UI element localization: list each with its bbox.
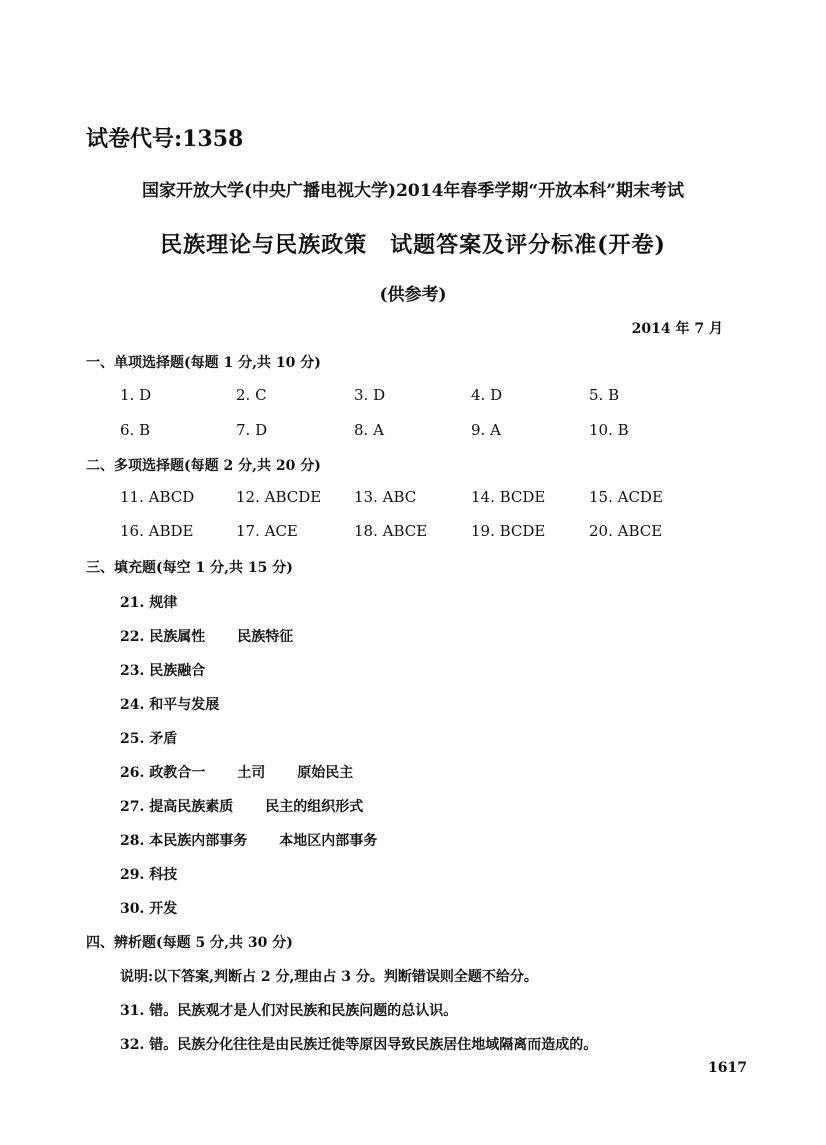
answer-15: 15. ACDE [589,488,663,506]
exam-date: 2014 年 7 月 [631,321,723,337]
answer-12: 12. ABCDE [236,488,322,506]
answer-1: 1. D [120,386,152,404]
fill-answer-26: 26. 政教合一 土司 原始民主 [120,765,354,781]
answer-17: 17. ACE [236,522,298,540]
answer-20: 20. ABCE [589,522,663,540]
exam-code: 试卷代号:1358 [86,126,244,152]
answer-19: 19. BCDE [471,522,546,540]
fill-answer-27: 27. 提高民族素质 民主的组织形式 [120,799,364,815]
analysis-answer-31: 31. 错。民族观才是人们对民族和民族问题的总认识。 [120,1003,458,1019]
university-line: 国家开放大学(中央广播电视大学)2014年春季学期“开放本科”期末考试 [142,181,684,201]
analysis-answer-32: 32. 错。民族分化往往是由民族迁徙等原因导致民族居住地域隔离而造成的。 [120,1037,598,1053]
answer-16: 16. ABDE [120,522,194,540]
answer-9: 9. A [471,421,501,439]
answer-2: 2. C [236,386,267,404]
answer-11: 11. ABCD [120,488,195,506]
fill-answer-23: 23. 民族融合 [120,663,206,679]
answer-14: 14. BCDE [471,488,546,506]
page-number: 1617 [708,1060,747,1076]
fill-answer-25: 25. 矛盾 [120,731,178,747]
answer-6: 6. B [120,421,151,439]
answer-13: 13. ABC [354,488,417,506]
fill-answer-30: 30. 开发 [120,901,178,917]
scoring-note: 说明:以下答案,判断占 2 分,理由占 3 分。判断错误则全题不给分。 [120,969,538,985]
answer-8: 8. A [354,421,384,439]
fill-answer-21: 21. 规律 [120,595,178,611]
fill-answer-29: 29. 科技 [120,867,178,883]
section-1-heading: 一、单项选择题(每题 1 分,共 10 分) [86,355,321,371]
reference-note: (供参考) [379,285,447,305]
fill-answer-24: 24. 和平与发展 [120,697,220,713]
answer-7: 7. D [236,421,268,439]
answer-18: 18. ABCE [354,522,428,540]
section-2-heading: 二、多项选择题(每题 2 分,共 20 分) [86,458,321,474]
answer-4: 4. D [471,386,503,404]
answer-3: 3. D [354,386,386,404]
fill-answer-28: 28. 本民族内部事务 本地区内部事务 [120,833,378,849]
section-4-heading: 四、辨析题(每题 5 分,共 30 分) [86,935,293,951]
section-3-heading: 三、填充题(每空 1 分,共 15 分) [86,560,293,576]
fill-answer-22: 22. 民族属性 民族特征 [120,629,294,645]
page-title: 民族理论与民族政策 试题答案及评分标准(开卷) [160,232,666,258]
answer-10: 10. B [589,421,629,439]
answer-5: 5. B [589,386,620,404]
